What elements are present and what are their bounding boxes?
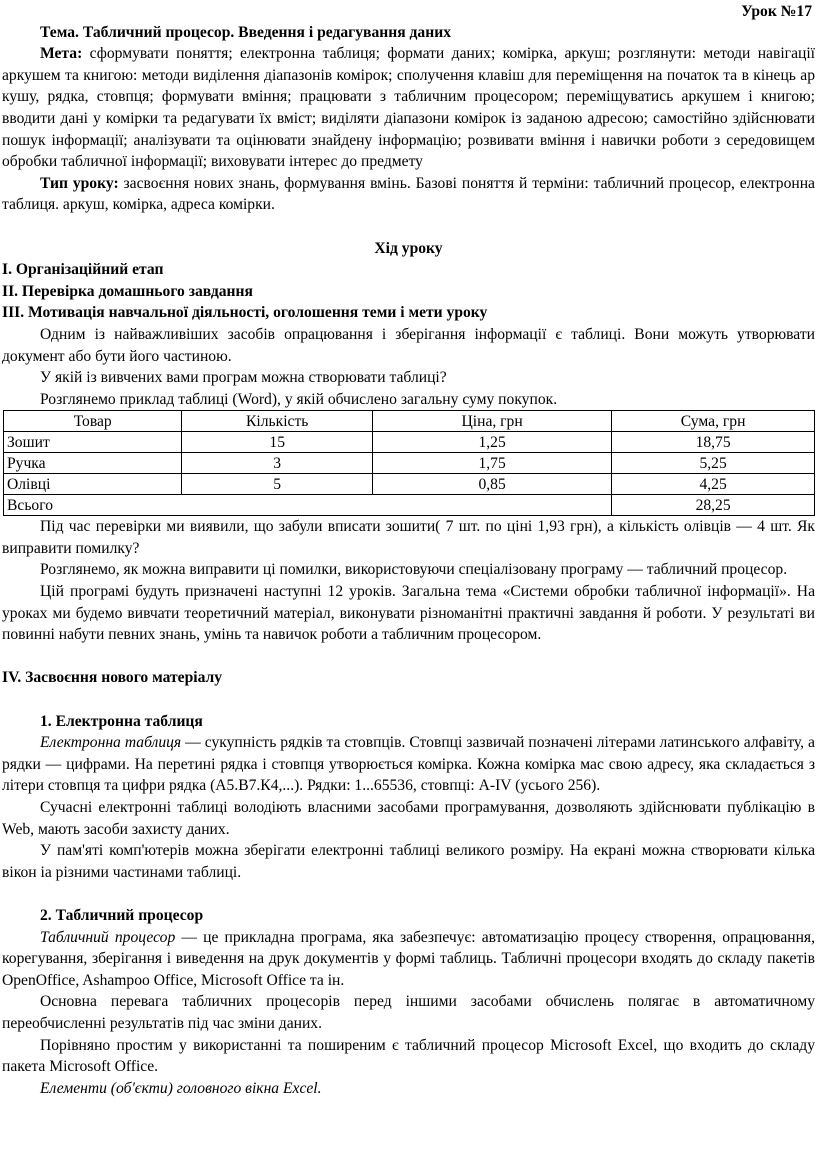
header-sum: Сума, грн: [612, 411, 815, 432]
goal-text: сформувати поняття; електронна таблиця; формати даних; комірка, аркуш; розглянути: методи навігації аркушем та книгою: методи виділення діапазонів комірок; сполучення клавіш для переміщення на початок та в кінець ар кушу, рядка, стовпця; формувати вміння; працювати з табличним процесором; переміщуватись аркушем і книгою; вводити дані у комірки та редагувати їх вміст; виділяти діапазони комірок із заданою адресою; самостійно здійснювати пошук інформації; аналізувати та оцінювати знайдену інформацію; розвивати вміння і навички роботи з середовищем обробки табличної інформації; виховувати інтерес до предмету: [2, 45, 815, 171]
section-4-heading: IV. Засвоєння нового матеріалу: [2, 669, 223, 687]
subsection-1-heading: 1. Електронна таблиця: [40, 712, 203, 730]
goal-paragraph: [2, 43, 815, 173]
header-quantity: Кількість: [182, 411, 373, 432]
spreadsheet-term: Електронна таблиця: [40, 734, 182, 752]
topic-line: [2, 22, 815, 44]
cell-quantity: 5: [182, 474, 373, 495]
lesson-number: Урок №17: [741, 3, 812, 20]
purchase-table: [3, 410, 815, 516]
lesson-type-paragraph: [2, 173, 815, 216]
subsection-2-heading: 2. Табличний процесор: [40, 906, 204, 924]
cell-sum: 4,25: [612, 474, 815, 495]
lesson-type-label: Тип уроку:: [40, 174, 119, 192]
goal-label: Мета:: [40, 45, 83, 63]
header-price: Ціна, грн: [372, 411, 611, 432]
processor-term: Табличний процесор: [40, 928, 176, 946]
spreadsheet-paragraph-2: Сучасні електронні таблиці володіють власними засобами програмування, дозволяють здійснювати публікацію в Web, мають засоби захисту даних.: [2, 799, 815, 838]
after-table-paragraph-3: Цій програмі будуть призначені наступні 12 уроків. Загальна тема «Системи обробки табличної інформації». На уроках ми будемо вивчати теоретичний матеріал, виконувати різноманітні практичні завдання й роботи. У результаті ви повинні набути певних знань, умінь та навичок роботи а табличним процесором.: [2, 583, 815, 644]
after-table-paragraph-1: Під час перевірки ми виявили, що забули вписати зошити( 7 шт. по ціні 1,93 грн), а кількість олівців — 4 шт. Як виправити помилку?: [2, 518, 815, 557]
table-header-row: [4, 411, 815, 432]
motivation-paragraph-1: Одним із найважливіших засобів опрацювання і зберігання інформації є таблиці. Вони можуть утворювати документ або бути його частиною.: [2, 325, 815, 365]
motivation-paragraph-2: У якій із вивчених вами програм можна створювати таблиці?: [40, 369, 447, 387]
topic-label: Тема.: [40, 23, 79, 41]
after-table-paragraph-2: Розглянемо, як можна виправити ці помилки, використовуючи спеціалізовану програму — табличний процесор.: [40, 561, 788, 579]
cell-quantity: 3: [182, 453, 373, 474]
excel-window-elements-text: Елементи (об'єкти) головного вікна Excel.: [40, 1079, 322, 1097]
table-row: [4, 432, 815, 453]
lesson-type-text: засвоєння нових знань, формування вмінь. Базові поняття й терміни: табличний процесор, електронна таблиця. аркуш, комірка, адреса комірки.: [2, 174, 815, 214]
processor-definition-text: — це прикладна програма, яка забезпечує: автоматизацію процесу створення, опрацювання, корегування, зберігання і виведення на друк документів у формі таблиць. Табличні процесори входять до складу пакетів OpenOffice, Ashampoo Office, Microsoft Office та ін.: [2, 928, 816, 989]
header-item: Товар: [4, 411, 182, 432]
cell-sum: 18,75: [612, 432, 815, 453]
cell-item: Олівці: [4, 474, 182, 495]
table-total-row: [4, 495, 815, 516]
processor-definition: [2, 927, 815, 992]
stage-1: I. Організаційний етап: [2, 261, 164, 279]
stage-3: III. Мотивація навчальної діяльності, оголошення теми і мети уроку: [2, 304, 488, 322]
spreadsheet-definition-text: — сукупність рядків та стовпців. Стовпці зазвичай позначені літерами латинського алфавіту, а рядки — цифрами. На перетині рядка і стовпця утворюється комірка. Кожна комірка мас свою адресу, яка складається з літери стовпця та цифри рядка (А5.В7.К4,...). Рядки: 1...65536, стовпці: A-IV (усього 256).: [2, 734, 815, 795]
cell-item: Зошит: [4, 432, 182, 453]
table-row: [4, 453, 815, 474]
cell-price: 1,75: [372, 453, 611, 474]
excel-window-elements: [2, 1078, 815, 1100]
total-label: Всього: [4, 495, 612, 516]
processor-paragraph-3: Порівняно простим у використанні та поширеним є табличний процесор Microsoft Excel, що входить до складу пакета Microsoft Office.: [2, 1036, 815, 1076]
stage-2: II. Перевірка домашнього завдання: [2, 282, 253, 300]
topic-text: Табличний процесор. Введення і редагування даних: [78, 23, 451, 41]
cell-sum: 5,25: [612, 453, 815, 474]
cell-item: Ручка: [4, 453, 182, 474]
spreadsheet-definition: [2, 732, 815, 797]
total-value: 28,25: [612, 495, 815, 516]
cell-quantity: 15: [182, 432, 373, 453]
cell-price: 0,85: [372, 474, 611, 495]
course-heading: Хід уроку: [374, 239, 443, 257]
cell-price: 1,25: [372, 432, 611, 453]
processor-paragraph-2: Основна перевага табличних процесорів перед іншими засобами обчислень полягає в автоматичному переобчисленні результатів під час зміни даних.: [2, 993, 815, 1032]
motivation-paragraph-3: Розглянемо приклад таблиці (Word), у якій обчислено загальну суму покупок.: [40, 390, 558, 408]
table-row: [4, 474, 815, 495]
spreadsheet-paragraph-3: У пам'яті комп'ютерів можна зберігати електронні таблиці великого розміру. На екрані можна створювати кілька вікон іа різними частинами таблиці.: [2, 842, 815, 881]
